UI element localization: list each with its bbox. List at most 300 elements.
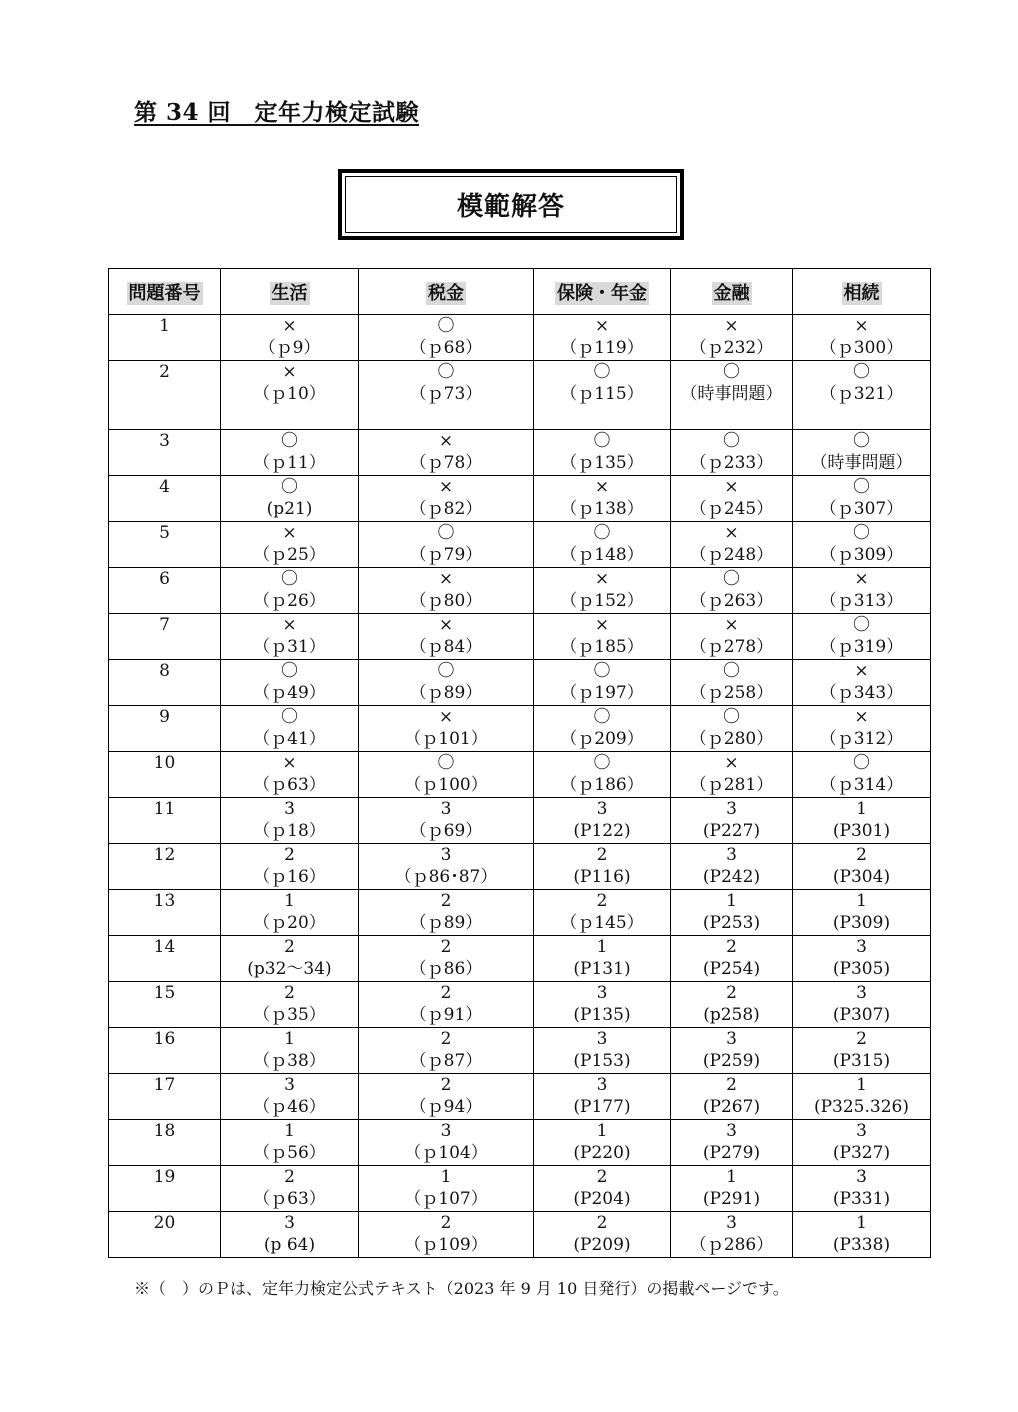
page-reference: （ｐ31） <box>253 637 326 657</box>
answer-mark: 2 <box>596 845 608 865</box>
answer-cell-inheritance <box>793 361 931 430</box>
page-reference: (P309) <box>832 913 891 933</box>
document-title: 第 34 回 定年力検定試験 <box>134 99 420 126</box>
answer-title-box <box>338 169 684 240</box>
page-reference: （ｐ63） <box>253 1189 326 1209</box>
answer-mark: 3 <box>596 983 608 1003</box>
answer-mark: 2 <box>726 983 737 1003</box>
answer-cell-tax <box>359 361 534 430</box>
answer-mark: × <box>282 615 297 635</box>
header-tax: 税金 <box>359 269 534 315</box>
answer-cell-tax <box>359 936 534 982</box>
answer-mark: × <box>854 661 869 681</box>
answer-cell-life <box>221 706 359 752</box>
answer-cell-insurance-pension <box>534 844 671 890</box>
answer-cell-tax <box>359 1074 534 1120</box>
question-number: 12 <box>109 844 221 890</box>
question-number: 5 <box>109 522 221 568</box>
answer-cell-insurance-pension <box>534 1028 671 1074</box>
header-inheritance: 相続 <box>793 269 931 315</box>
answer-mark: × <box>282 523 297 543</box>
table-header-row <box>109 269 931 315</box>
answer-mark: 〇 <box>723 707 740 727</box>
page-reference: (p32～34) <box>247 959 332 979</box>
page-reference: （ｐ11） <box>253 453 326 473</box>
answer-mark: 2 <box>440 891 452 911</box>
question-number: 14 <box>109 936 221 982</box>
question-number: 3 <box>109 430 221 476</box>
page-reference: （ｐ18） <box>253 821 326 841</box>
answer-cell-life <box>221 315 359 361</box>
answer-mark: 2 <box>284 937 295 957</box>
answer-cell-life <box>221 936 359 982</box>
page-reference: （ｐ138） <box>560 499 644 519</box>
answer-mark: 3 <box>440 845 452 865</box>
page-reference: （ｐ89） <box>409 913 483 933</box>
table-row <box>109 1212 931 1258</box>
answer-mark: 〇 <box>853 523 870 543</box>
table-row <box>109 1120 931 1166</box>
answer-mark: × <box>854 316 869 336</box>
answer-cell-tax <box>359 315 534 361</box>
answer-mark: 3 <box>596 1029 608 1049</box>
answer-cell-inheritance <box>793 315 931 361</box>
answer-cell-inheritance <box>793 614 931 660</box>
answer-cell-inheritance <box>793 798 931 844</box>
page-reference: （時事問題） <box>680 384 783 404</box>
answer-cell-insurance-pension <box>534 315 671 361</box>
answer-mark: 3 <box>726 799 737 819</box>
answer-mark: 2 <box>726 937 737 957</box>
answer-cell-finance <box>671 476 793 522</box>
question-number: 17 <box>109 1074 221 1120</box>
answer-mark: 〇 <box>437 362 455 382</box>
answer-cell-inheritance <box>793 1120 931 1166</box>
page-reference: (P301) <box>832 821 891 841</box>
page-reference: （ｐ197） <box>560 683 644 703</box>
page-reference: (P135) <box>573 1005 631 1025</box>
answer-mark: × <box>594 569 610 589</box>
question-number: 10 <box>109 752 221 798</box>
answer-cell-insurance-pension <box>534 522 671 568</box>
answer-mark: 2 <box>856 845 867 865</box>
page-reference: （ｐ313） <box>819 591 904 611</box>
page-reference: （ｐ233） <box>689 453 774 473</box>
answer-cell-life <box>221 522 359 568</box>
answer-cell-life <box>221 660 359 706</box>
answer-mark: 1 <box>856 1075 867 1095</box>
answer-cell-tax <box>359 476 534 522</box>
answer-cell-finance <box>671 844 793 890</box>
answer-mark: 〇 <box>281 707 298 727</box>
question-number: 8 <box>109 660 221 706</box>
answer-mark: 1 <box>596 937 608 957</box>
answer-cell-inheritance <box>793 982 931 1028</box>
answer-cell-life <box>221 1212 359 1258</box>
page-reference: (P227) <box>702 821 761 841</box>
page-reference: (P153) <box>573 1051 631 1071</box>
page-reference: （ｐ107） <box>404 1189 488 1209</box>
page-reference: （ｐ16） <box>253 867 326 887</box>
question-number: 11 <box>109 798 221 844</box>
header-finance: 金融 <box>671 269 793 315</box>
page-reference: （ｐ10） <box>253 384 326 404</box>
answer-cell-life <box>221 982 359 1028</box>
page-reference: （ｐ79） <box>409 545 483 565</box>
page-reference: （ｐ148） <box>560 545 644 565</box>
page-reference: （ｐ91） <box>409 1005 483 1025</box>
answer-mark: 〇 <box>853 362 870 382</box>
table-row <box>109 1166 931 1212</box>
answer-title: 模範解答 <box>345 176 677 233</box>
page-reference: (P116) <box>573 867 631 887</box>
page-reference: (P242) <box>702 867 761 887</box>
answer-cell-insurance-pension <box>534 614 671 660</box>
answer-cell-inheritance <box>793 1212 931 1258</box>
answer-mark: 〇 <box>723 431 740 451</box>
answer-mark: 〇 <box>853 615 870 635</box>
table-row <box>109 476 931 522</box>
answer-mark: × <box>594 477 610 497</box>
page-reference: (P209) <box>573 1235 631 1255</box>
answer-mark: 2 <box>856 1029 867 1049</box>
page-reference: （ｐ119） <box>560 338 644 358</box>
page-reference: (P259) <box>702 1051 761 1071</box>
question-number: 15 <box>109 982 221 1028</box>
answer-cell-finance <box>671 1074 793 1120</box>
question-number: 4 <box>109 476 221 522</box>
answer-cell-insurance-pension <box>534 982 671 1028</box>
page-reference: （ｐ41） <box>253 729 326 749</box>
page-reference: （ｐ82） <box>409 499 483 519</box>
answer-mark: × <box>438 477 454 497</box>
answer-mark: 〇 <box>281 661 298 681</box>
answer-mark: 〇 <box>281 477 298 497</box>
answer-cell-inheritance <box>793 1166 931 1212</box>
answer-table <box>108 268 931 1258</box>
page-reference: （ｐ263） <box>689 591 774 611</box>
answer-mark: 2 <box>440 1213 452 1233</box>
answer-cell-tax <box>359 430 534 476</box>
page-reference: (P304) <box>832 867 891 887</box>
page-reference: （ｐ87） <box>409 1051 483 1071</box>
page-reference: （ｐ307） <box>819 499 904 519</box>
page-reference: （ｐ135） <box>560 453 644 473</box>
answer-cell-life <box>221 568 359 614</box>
page-reference: （ｐ312） <box>819 729 904 749</box>
answer-cell-tax <box>359 660 534 706</box>
table-row <box>109 614 931 660</box>
page-reference: （ｐ280） <box>689 729 774 749</box>
answer-mark: 1 <box>284 891 295 911</box>
answer-cell-life <box>221 1120 359 1166</box>
answer-mark: 3 <box>284 1213 295 1233</box>
answer-cell-inheritance <box>793 936 931 982</box>
answer-cell-inheritance <box>793 430 931 476</box>
table-row <box>109 706 931 752</box>
answer-mark: 3 <box>726 1029 737 1049</box>
answer-cell-insurance-pension <box>534 1120 671 1166</box>
table-row <box>109 522 931 568</box>
page-reference: （ｐ186） <box>560 775 644 795</box>
answer-cell-insurance-pension <box>534 936 671 982</box>
answer-mark: × <box>282 316 297 336</box>
answer-mark: 〇 <box>281 431 298 451</box>
page-reference: （ｐ68） <box>409 338 483 358</box>
answer-mark: 〇 <box>593 431 611 451</box>
question-number: 16 <box>109 1028 221 1074</box>
table-row <box>109 982 931 1028</box>
page-reference: (P338) <box>832 1235 891 1255</box>
page-reference: (P177) <box>573 1097 631 1117</box>
page-reference: (P325.326) <box>813 1097 909 1117</box>
answer-mark: 〇 <box>593 753 611 773</box>
answer-cell-inheritance <box>793 476 931 522</box>
page-reference: （ｐ319） <box>819 637 904 657</box>
answer-mark: 1 <box>856 799 867 819</box>
answer-cell-inheritance <box>793 890 931 936</box>
answer-cell-insurance-pension <box>534 361 671 430</box>
answer-mark: × <box>282 362 297 382</box>
answer-cell-insurance-pension <box>534 752 671 798</box>
page-reference: (P279) <box>702 1143 761 1163</box>
page-reference: (P331) <box>832 1189 891 1209</box>
answer-cell-life <box>221 890 359 936</box>
page-reference: （ｐ300） <box>819 338 904 358</box>
page-reference: （ｐ38） <box>253 1051 326 1071</box>
answer-cell-finance <box>671 798 793 844</box>
question-number: 13 <box>109 890 221 936</box>
answer-cell-finance <box>671 361 793 430</box>
answer-mark: 2 <box>440 937 452 957</box>
answer-cell-finance <box>671 430 793 476</box>
page-reference: （ｐ109） <box>404 1235 488 1255</box>
answer-cell-insurance-pension <box>534 430 671 476</box>
table-row <box>109 890 931 936</box>
answer-cell-tax <box>359 844 534 890</box>
answer-mark: 〇 <box>723 661 740 681</box>
answer-cell-insurance-pension <box>534 1212 671 1258</box>
page-reference: （ｐ46） <box>253 1097 326 1117</box>
page-reference: (p258) <box>703 1005 760 1025</box>
answer-cell-insurance-pension <box>534 1074 671 1120</box>
answer-cell-tax <box>359 522 534 568</box>
page-reference: （ｐ20） <box>253 913 326 933</box>
answer-cell-finance <box>671 1212 793 1258</box>
page-reference: （ｐ286） <box>689 1235 774 1255</box>
answer-cell-inheritance <box>793 752 931 798</box>
answer-mark: 〇 <box>723 569 740 589</box>
answer-cell-tax <box>359 1166 534 1212</box>
page-reference: (P307) <box>832 1005 891 1025</box>
page-reference: (P315) <box>832 1051 891 1071</box>
page-reference: （ｐ63） <box>253 775 326 795</box>
page-reference: (P305) <box>832 959 891 979</box>
question-number: 6 <box>109 568 221 614</box>
page-reference: (P131) <box>573 959 631 979</box>
answer-cell-tax <box>359 706 534 752</box>
answer-cell-life <box>221 476 359 522</box>
page-reference: （ｐ73） <box>409 384 483 404</box>
answer-mark: 2 <box>596 891 608 911</box>
answer-mark: 〇 <box>437 523 455 543</box>
answer-mark: 2 <box>440 1075 452 1095</box>
page-reference: （ｐ100） <box>404 775 488 795</box>
question-number: 18 <box>109 1120 221 1166</box>
answer-mark: 〇 <box>593 362 611 382</box>
page-reference: （ｐ185） <box>560 637 644 657</box>
answer-cell-finance <box>671 982 793 1028</box>
answer-mark: 1 <box>284 1121 295 1141</box>
table-row <box>109 660 931 706</box>
table-row <box>109 361 931 430</box>
page-reference: （ｐ321） <box>819 384 904 404</box>
answer-cell-finance <box>671 660 793 706</box>
answer-cell-life <box>221 361 359 430</box>
answer-cell-finance <box>671 568 793 614</box>
page-reference: （ｐ9） <box>258 338 321 358</box>
page-reference: （ｐ86･87） <box>394 867 498 887</box>
answer-mark: 〇 <box>437 753 455 773</box>
header-insurance-pension: 保険・年金 <box>534 269 671 315</box>
answer-mark: 〇 <box>853 431 870 451</box>
page-reference: （ｐ343） <box>819 683 904 703</box>
table-row <box>109 1074 931 1120</box>
page-reference: （ｐ104） <box>404 1143 488 1163</box>
answer-mark: 3 <box>596 799 608 819</box>
page-reference: （ｐ78） <box>409 453 483 473</box>
answer-mark: 1 <box>440 1167 452 1187</box>
answer-mark: 〇 <box>437 661 455 681</box>
answer-cell-life <box>221 1074 359 1120</box>
page-reference: (P254) <box>702 959 761 979</box>
table-row <box>109 936 931 982</box>
question-number: 7 <box>109 614 221 660</box>
question-number: 20 <box>109 1212 221 1258</box>
table-row <box>109 1028 931 1074</box>
answer-mark: 〇 <box>281 569 298 589</box>
answer-cell-inheritance <box>793 522 931 568</box>
table-row <box>109 430 931 476</box>
page-reference: (P204) <box>573 1189 631 1209</box>
table-row <box>109 568 931 614</box>
answer-mark: 1 <box>284 1029 295 1049</box>
answer-cell-insurance-pension <box>534 476 671 522</box>
header-life: 生活 <box>221 269 359 315</box>
question-number: 2 <box>109 361 221 430</box>
answer-mark: 2 <box>284 983 295 1003</box>
answer-cell-tax <box>359 890 534 936</box>
page-reference: （ｐ86） <box>409 959 483 979</box>
answer-cell-life <box>221 752 359 798</box>
answer-mark: × <box>724 316 739 336</box>
answer-mark: 3 <box>726 845 737 865</box>
answer-cell-inheritance <box>793 1074 931 1120</box>
answer-mark: 〇 <box>723 362 740 382</box>
page-reference: （ｐ152） <box>560 591 644 611</box>
answer-cell-life <box>221 430 359 476</box>
answer-mark: × <box>724 477 739 497</box>
answer-cell-tax <box>359 614 534 660</box>
answer-cell-insurance-pension <box>534 798 671 844</box>
answer-cell-tax <box>359 798 534 844</box>
page-reference: （ｐ26） <box>253 591 326 611</box>
answer-cell-inheritance <box>793 568 931 614</box>
page-reference: （ｐ115） <box>560 384 644 404</box>
answer-mark: × <box>594 615 610 635</box>
answer-mark: 〇 <box>593 707 611 727</box>
answer-mark: × <box>438 707 454 727</box>
page-reference: （ｐ278） <box>689 637 774 657</box>
answer-cell-inheritance <box>793 660 931 706</box>
table-row <box>109 752 931 798</box>
answer-cell-insurance-pension <box>534 890 671 936</box>
answer-mark: 2 <box>440 1029 452 1049</box>
answer-mark: 〇 <box>437 316 455 336</box>
page-reference: （ｐ232） <box>689 338 774 358</box>
answer-mark: 3 <box>726 1121 737 1141</box>
page-reference: （ｐ49） <box>253 683 326 703</box>
answer-mark: 3 <box>596 1075 608 1095</box>
page-reference: (p 64) <box>263 1235 316 1255</box>
answer-mark: 3 <box>440 1121 452 1141</box>
page-reference: （ｐ258） <box>689 683 774 703</box>
answer-mark: 2 <box>596 1167 608 1187</box>
answer-mark: × <box>724 615 739 635</box>
table-row <box>109 844 931 890</box>
answer-cell-tax <box>359 1120 534 1166</box>
answer-cell-finance <box>671 890 793 936</box>
answer-mark: 〇 <box>593 661 611 681</box>
answer-mark: 〇 <box>853 477 870 497</box>
page-reference: （ｐ245） <box>689 499 774 519</box>
page-reference: （ｐ35） <box>253 1005 326 1025</box>
answer-cell-finance <box>671 522 793 568</box>
question-number: 1 <box>109 315 221 361</box>
answer-mark: 3 <box>856 1167 867 1187</box>
page-reference: （時事問題） <box>810 453 913 473</box>
answer-mark: 2 <box>596 1213 608 1233</box>
page-reference: (P291) <box>702 1189 761 1209</box>
page-reference: （ｐ248） <box>689 545 774 565</box>
answer-cell-inheritance <box>793 844 931 890</box>
answer-cell-tax <box>359 1028 534 1074</box>
answer-mark: × <box>438 431 454 451</box>
answer-cell-finance <box>671 315 793 361</box>
answer-mark: × <box>438 615 454 635</box>
answer-mark: × <box>594 316 610 336</box>
page-reference: (P267) <box>702 1097 761 1117</box>
answer-mark: 3 <box>856 983 867 1003</box>
answer-cell-life <box>221 614 359 660</box>
header-question-number: 問題番号 <box>109 269 221 315</box>
table-row <box>109 315 931 361</box>
answer-mark: 〇 <box>853 753 870 773</box>
answer-cell-insurance-pension <box>534 568 671 614</box>
answer-mark: 3 <box>284 1075 295 1095</box>
answer-cell-finance <box>671 752 793 798</box>
answer-cell-finance <box>671 706 793 752</box>
page-reference: (p21) <box>266 499 313 519</box>
answer-cell-tax <box>359 568 534 614</box>
page-reference: (P253) <box>702 913 761 933</box>
answer-cell-insurance-pension <box>534 1166 671 1212</box>
answer-mark: 1 <box>726 1167 737 1187</box>
page-reference: （ｐ84） <box>409 637 483 657</box>
answer-cell-insurance-pension <box>534 706 671 752</box>
page-reference: （ｐ209） <box>560 729 644 749</box>
page-reference: (P220) <box>573 1143 631 1163</box>
